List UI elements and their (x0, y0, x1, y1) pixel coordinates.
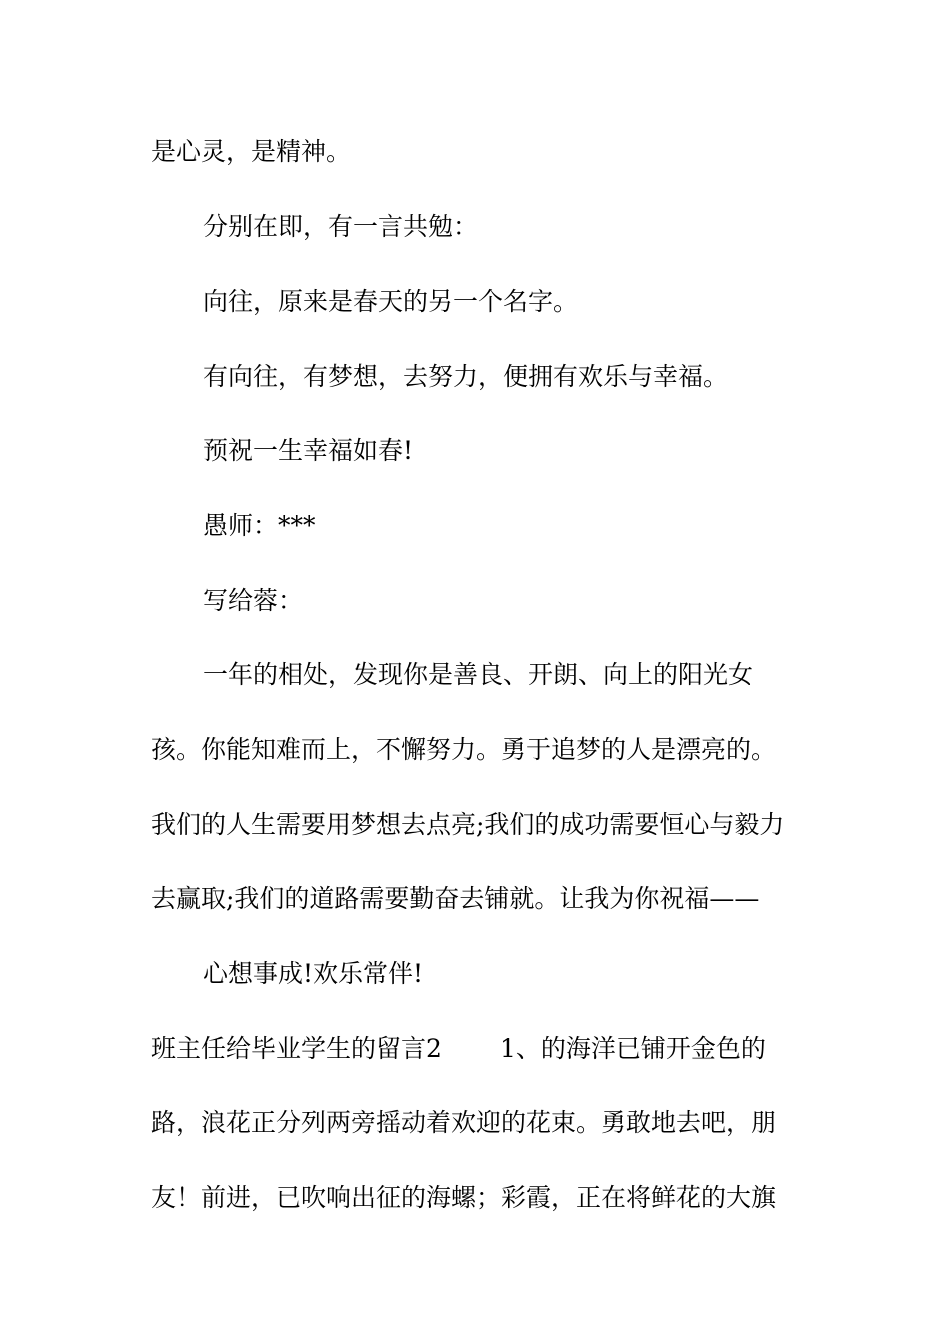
text-line: 写给蓉： (203, 586, 304, 615)
text-line: 向往，原来是春天的另一个名字。 (203, 287, 579, 316)
section-heading (151, 1034, 442, 1064)
text-line: 1、的海洋已铺开金色的 (500, 1034, 766, 1063)
text-line: 有向往，有梦想，去努力，便拥有欢乐与幸福。 (203, 362, 729, 391)
text-line: 路，浪花正分列两旁摇动着欢迎的花束。勇敢地去吧，朋 (151, 1108, 777, 1137)
text-line: 是心灵，是精神。 (151, 137, 352, 166)
text-line: 孩。你能知难而上，不懈努力。勇于追梦的人是漂亮的。 (151, 735, 777, 764)
text-line: 去赢取;我们的道路需要勤奋去铺就。让我为你祝福—— (151, 884, 760, 913)
text-line: 愚师：*** (203, 511, 316, 540)
text-line: 预祝一生幸福如春! (203, 436, 414, 465)
section-title: 班主任给毕业学生的留言2 (151, 1034, 442, 1063)
text-line: 分别在即，有一言共勉： (203, 212, 479, 241)
text-line: 心想事成!欢乐常伴! (203, 959, 424, 988)
text-line: 一年的相处，发现你是善良、开朗、向上的阳光女 (203, 660, 754, 689)
text-line: 友！前进，已吹响出征的海螺；彩霞，正在将鲜花的大旗 (151, 1183, 777, 1212)
text-line: 我们的人生需要用梦想去点亮;我们的成功需要恒心与毅力 (151, 810, 785, 839)
